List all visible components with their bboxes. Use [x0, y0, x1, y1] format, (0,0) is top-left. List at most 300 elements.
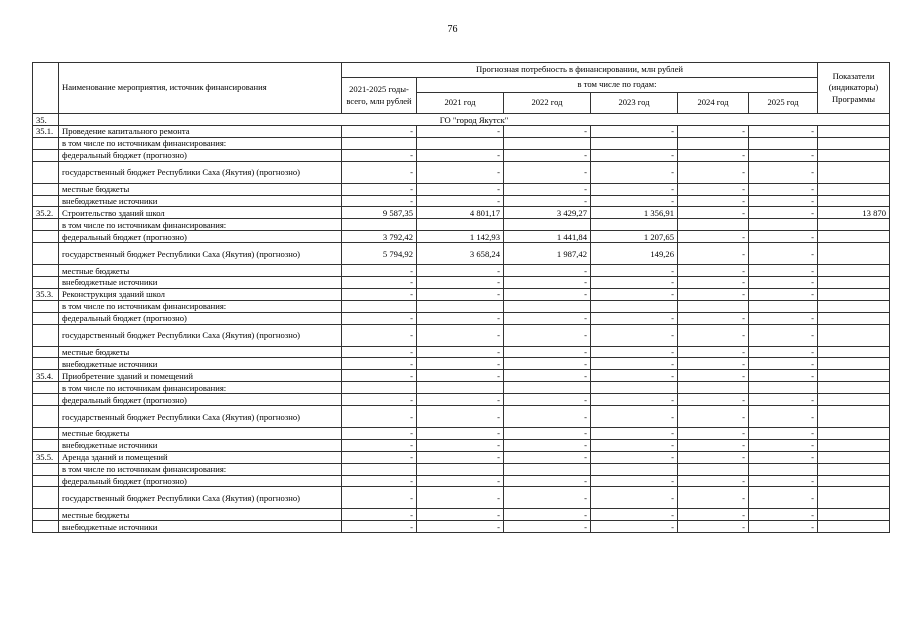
empty-cell: [33, 521, 59, 533]
indicator-cell: [818, 126, 890, 138]
value-cell: -: [417, 521, 504, 533]
indicator-cell: [818, 509, 890, 521]
empty-cell: [749, 219, 818, 231]
value-cell: -: [504, 475, 591, 487]
source-row: [33, 346, 890, 358]
value-cell: -: [749, 439, 818, 451]
empty-cell: [33, 487, 59, 509]
total-header: 2021-2025 годы- всего, млн рублей: [342, 78, 417, 114]
value-cell: -: [749, 277, 818, 289]
item-name: Реконструкция зданий школ: [59, 288, 342, 300]
item-number: 35.2.: [33, 207, 59, 219]
value-cell: -: [417, 451, 504, 463]
source-row: [33, 161, 890, 183]
value-cell: -: [678, 265, 749, 277]
empty-cell: [33, 300, 59, 312]
empty-cell: [342, 463, 417, 475]
value-cell: -: [504, 487, 591, 509]
value-cell: 9 587,35: [342, 207, 417, 219]
indicator-cell: 13 870: [818, 207, 890, 219]
value-cell: -: [591, 521, 678, 533]
value-cell: -: [342, 451, 417, 463]
value-cell: -: [749, 370, 818, 382]
empty-cell: [33, 439, 59, 451]
value-cell: -: [504, 288, 591, 300]
source-row: [33, 521, 890, 533]
sources-label-row: [33, 219, 890, 231]
empty-cell: [417, 219, 504, 231]
item-number: 35.1.: [33, 126, 59, 138]
source-label: государственный бюджет Республики Саха (Якутия) (прогнозно): [59, 324, 342, 346]
indicator-cell: [818, 521, 890, 533]
value-cell: 4 801,17: [417, 207, 504, 219]
empty-cell: [33, 358, 59, 370]
item-row: [33, 370, 890, 382]
item-row: [33, 126, 890, 138]
value-cell: -: [678, 195, 749, 207]
source-label: внебюджетные источники: [59, 277, 342, 289]
value-cell: -: [591, 370, 678, 382]
empty-cell: [33, 195, 59, 207]
empty-cell: [417, 463, 504, 475]
value-cell: -: [342, 521, 417, 533]
indicator-cell: [818, 475, 890, 487]
empty-cell: [818, 300, 890, 312]
value-cell: -: [678, 312, 749, 324]
item-name: Проведение капитального ремонта: [59, 126, 342, 138]
value-cell: -: [342, 195, 417, 207]
empty-cell: [504, 382, 591, 394]
value-cell: -: [417, 439, 504, 451]
empty-cell: [749, 382, 818, 394]
value-cell: 1 207,65: [591, 231, 678, 243]
value-cell: -: [417, 509, 504, 521]
source-label: государственный бюджет Республики Саха (Якутия) (прогнозно): [59, 161, 342, 183]
indicator-cell: [818, 370, 890, 382]
empty-cell: [33, 137, 59, 149]
value-cell: -: [417, 312, 504, 324]
value-cell: -: [504, 394, 591, 406]
source-row: [33, 195, 890, 207]
value-cell: -: [678, 406, 749, 428]
value-cell: -: [504, 149, 591, 161]
value-cell: -: [749, 406, 818, 428]
value-cell: -: [417, 370, 504, 382]
value-cell: -: [749, 243, 818, 265]
empty-cell: [818, 463, 890, 475]
empty-cell: [678, 382, 749, 394]
source-label: внебюджетные источники: [59, 439, 342, 451]
empty-cell: [504, 219, 591, 231]
value-cell: -: [749, 183, 818, 195]
section-title: ГО "город Якутск": [59, 114, 890, 126]
value-cell: -: [342, 183, 417, 195]
source-label: федеральный бюджет (прогнозно): [59, 475, 342, 487]
empty-cell: [33, 346, 59, 358]
empty-cell: [818, 137, 890, 149]
year-header: 2023 год: [591, 93, 678, 114]
source-label: государственный бюджет Республики Саха (Якутия) (прогнозно): [59, 406, 342, 428]
value-cell: -: [591, 428, 678, 440]
value-cell: -: [342, 312, 417, 324]
value-cell: -: [342, 346, 417, 358]
value-cell: -: [749, 521, 818, 533]
source-label: местные бюджеты: [59, 183, 342, 195]
empty-cell: [591, 137, 678, 149]
source-label: федеральный бюджет (прогнозно): [59, 149, 342, 161]
indicator-cell: [818, 451, 890, 463]
sources-label: в том числе по источникам финансирования:: [59, 382, 342, 394]
source-label: местные бюджеты: [59, 428, 342, 440]
empty-cell: [504, 463, 591, 475]
value-cell: -: [749, 312, 818, 324]
value-cell: -: [591, 487, 678, 509]
value-cell: -: [591, 346, 678, 358]
value-cell: -: [504, 277, 591, 289]
forecast-header: Прогнозная потребность в финансировании, млн рублей: [342, 63, 818, 78]
source-row: [33, 149, 890, 161]
value-cell: -: [749, 487, 818, 509]
value-cell: -: [749, 358, 818, 370]
value-cell: -: [591, 312, 678, 324]
value-cell: -: [591, 406, 678, 428]
source-label: местные бюджеты: [59, 265, 342, 277]
indicator-cell: [818, 195, 890, 207]
empty-cell: [33, 277, 59, 289]
source-row: [33, 277, 890, 289]
empty-cell: [33, 428, 59, 440]
indicator-cell: [818, 346, 890, 358]
value-cell: -: [342, 509, 417, 521]
empty-cell: [749, 463, 818, 475]
value-cell: -: [417, 126, 504, 138]
value-cell: -: [417, 406, 504, 428]
value-cell: 1 441,84: [504, 231, 591, 243]
item-row: [33, 207, 890, 219]
value-cell: -: [342, 394, 417, 406]
value-cell: -: [417, 346, 504, 358]
empty-cell: [33, 475, 59, 487]
value-cell: -: [591, 394, 678, 406]
empty-cell: [504, 137, 591, 149]
source-label: внебюджетные источники: [59, 195, 342, 207]
sources-label: в том числе по источникам финансирования:: [59, 463, 342, 475]
value-cell: -: [591, 324, 678, 346]
value-cell: 1 142,93: [417, 231, 504, 243]
value-cell: -: [678, 288, 749, 300]
empty-cell: [591, 382, 678, 394]
value-cell: -: [342, 149, 417, 161]
value-cell: -: [591, 439, 678, 451]
source-label: федеральный бюджет (прогнозно): [59, 231, 342, 243]
value-cell: 149,26: [591, 243, 678, 265]
source-row: [33, 439, 890, 451]
value-cell: -: [591, 265, 678, 277]
value-cell: -: [342, 487, 417, 509]
year-header: 2022 год: [504, 93, 591, 114]
indicator-cell: [818, 406, 890, 428]
value-cell: -: [504, 346, 591, 358]
value-cell: -: [417, 487, 504, 509]
empty-cell: [33, 382, 59, 394]
indicator-cell: [818, 324, 890, 346]
source-row: [33, 394, 890, 406]
empty-cell: [33, 394, 59, 406]
value-cell: -: [591, 475, 678, 487]
value-cell: -: [504, 428, 591, 440]
value-cell: -: [504, 439, 591, 451]
value-cell: -: [417, 475, 504, 487]
source-label: федеральный бюджет (прогнозно): [59, 394, 342, 406]
value-cell: -: [342, 324, 417, 346]
value-cell: -: [342, 288, 417, 300]
value-cell: -: [504, 451, 591, 463]
financing-table: [32, 62, 890, 533]
value-cell: -: [678, 451, 749, 463]
value-cell: -: [417, 428, 504, 440]
item-row: [33, 288, 890, 300]
value-cell: 1 356,91: [591, 207, 678, 219]
value-cell: -: [504, 370, 591, 382]
year-header: 2021 год: [417, 93, 504, 114]
empty-cell: [749, 137, 818, 149]
empty-cell: [678, 219, 749, 231]
source-label: внебюджетные источники: [59, 521, 342, 533]
sources-label-row: [33, 300, 890, 312]
empty-cell: [33, 509, 59, 521]
source-row: [33, 358, 890, 370]
value-cell: -: [591, 451, 678, 463]
value-cell: -: [749, 475, 818, 487]
source-row: [33, 312, 890, 324]
value-cell: -: [678, 521, 749, 533]
value-cell: -: [342, 370, 417, 382]
empty-cell: [342, 300, 417, 312]
value-cell: -: [749, 324, 818, 346]
value-cell: -: [678, 231, 749, 243]
value-cell: -: [342, 126, 417, 138]
value-cell: -: [342, 161, 417, 183]
value-cell: -: [342, 277, 417, 289]
value-cell: -: [678, 358, 749, 370]
empty-cell: [678, 300, 749, 312]
source-label: местные бюджеты: [59, 509, 342, 521]
value-cell: -: [591, 183, 678, 195]
item-name: Аренда зданий и помещений: [59, 451, 342, 463]
value-cell: -: [678, 277, 749, 289]
empty-cell: [33, 231, 59, 243]
indicator-cell: [818, 312, 890, 324]
section-number: 35.: [33, 114, 59, 126]
value-cell: -: [749, 195, 818, 207]
value-cell: 3 792,42: [342, 231, 417, 243]
value-cell: -: [678, 509, 749, 521]
value-cell: -: [342, 406, 417, 428]
value-cell: -: [591, 149, 678, 161]
value-cell: -: [417, 149, 504, 161]
source-row: [33, 324, 890, 346]
sources-label: в том числе по источникам финансирования:: [59, 300, 342, 312]
empty-cell: [504, 300, 591, 312]
sources-label-row: [33, 137, 890, 149]
value-cell: -: [342, 428, 417, 440]
value-cell: -: [504, 183, 591, 195]
empty-cell: [33, 265, 59, 277]
value-cell: -: [591, 288, 678, 300]
value-cell: -: [591, 126, 678, 138]
source-label: государственный бюджет Республики Саха (Якутия) (прогнозно): [59, 243, 342, 265]
value-cell: -: [678, 161, 749, 183]
empty-cell: [342, 382, 417, 394]
value-cell: -: [678, 370, 749, 382]
value-cell: -: [678, 428, 749, 440]
value-cell: -: [417, 277, 504, 289]
indicator-cell: [818, 161, 890, 183]
source-label: местные бюджеты: [59, 346, 342, 358]
page-number: 76: [447, 24, 458, 35]
indicator-cell: [818, 428, 890, 440]
value-cell: -: [678, 439, 749, 451]
value-cell: -: [504, 126, 591, 138]
value-cell: -: [749, 346, 818, 358]
by-years-header: в том числе по годам:: [417, 78, 818, 93]
value-cell: -: [591, 509, 678, 521]
value-cell: -: [749, 126, 818, 138]
empty-cell: [749, 300, 818, 312]
section-row: [33, 114, 890, 126]
indicator-cell: [818, 358, 890, 370]
value-cell: -: [749, 509, 818, 521]
empty-cell: [342, 219, 417, 231]
value-cell: -: [504, 312, 591, 324]
num-header: [33, 63, 59, 114]
value-cell: -: [504, 265, 591, 277]
value-cell: -: [591, 277, 678, 289]
source-row: [33, 487, 890, 509]
indicator-cell: [818, 277, 890, 289]
indicator-cell: [818, 231, 890, 243]
empty-cell: [33, 149, 59, 161]
value-cell: 1 987,42: [504, 243, 591, 265]
indicator-cell: [818, 439, 890, 451]
item-number: 35.3.: [33, 288, 59, 300]
sources-label-row: [33, 463, 890, 475]
indicator-cell: [818, 149, 890, 161]
empty-cell: [342, 137, 417, 149]
value-cell: -: [678, 394, 749, 406]
indicator-cell: [818, 394, 890, 406]
indicator-cell: [818, 183, 890, 195]
sources-label: в том числе по источникам финансирования:: [59, 219, 342, 231]
value-cell: -: [749, 161, 818, 183]
value-cell: -: [591, 161, 678, 183]
empty-cell: [33, 219, 59, 231]
empty-cell: [591, 463, 678, 475]
value-cell: -: [342, 439, 417, 451]
source-row: [33, 265, 890, 277]
value-cell: -: [342, 475, 417, 487]
value-cell: -: [342, 358, 417, 370]
empty-cell: [678, 137, 749, 149]
empty-cell: [33, 324, 59, 346]
indicators-header: Показатели (индикаторы) Программы: [818, 63, 890, 114]
value-cell: -: [504, 324, 591, 346]
value-cell: -: [678, 183, 749, 195]
indicator-cell: [818, 265, 890, 277]
year-header: 2025 год: [749, 93, 818, 114]
source-row: [33, 475, 890, 487]
sources-label: в том числе по источникам финансирования:: [59, 137, 342, 149]
value-cell: -: [504, 521, 591, 533]
empty-cell: [33, 406, 59, 428]
empty-cell: [818, 382, 890, 394]
empty-cell: [417, 382, 504, 394]
value-cell: -: [749, 394, 818, 406]
value-cell: -: [678, 207, 749, 219]
empty-cell: [33, 312, 59, 324]
value-cell: -: [749, 288, 818, 300]
source-row: [33, 243, 890, 265]
source-row: [33, 428, 890, 440]
empty-cell: [417, 137, 504, 149]
item-name: Строительство зданий школ: [59, 207, 342, 219]
empty-cell: [417, 300, 504, 312]
item-number: 35.4.: [33, 370, 59, 382]
value-cell: -: [504, 509, 591, 521]
value-cell: -: [678, 475, 749, 487]
value-cell: -: [678, 324, 749, 346]
value-cell: -: [749, 207, 818, 219]
indicator-cell: [818, 288, 890, 300]
item-name: Приобретение зданий и помещений: [59, 370, 342, 382]
value-cell: -: [749, 149, 818, 161]
value-cell: -: [504, 358, 591, 370]
source-row: [33, 183, 890, 195]
value-cell: -: [591, 195, 678, 207]
empty-cell: [33, 243, 59, 265]
name-column-header: Наименование мероприятия, источник финансирования: [59, 63, 342, 114]
value-cell: -: [417, 358, 504, 370]
value-cell: -: [591, 358, 678, 370]
value-cell: -: [678, 126, 749, 138]
empty-cell: [33, 463, 59, 475]
value-cell: -: [417, 183, 504, 195]
value-cell: -: [417, 394, 504, 406]
item-number: 35.5.: [33, 451, 59, 463]
empty-cell: [591, 219, 678, 231]
indicator-cell: [818, 487, 890, 509]
empty-cell: [33, 183, 59, 195]
source-row: [33, 509, 890, 521]
value-cell: -: [342, 265, 417, 277]
value-cell: -: [749, 451, 818, 463]
value-cell: -: [417, 195, 504, 207]
value-cell: -: [504, 406, 591, 428]
value-cell: -: [678, 487, 749, 509]
value-cell: -: [417, 265, 504, 277]
source-row: [33, 231, 890, 243]
empty-cell: [678, 463, 749, 475]
source-row: [33, 406, 890, 428]
value-cell: -: [678, 149, 749, 161]
empty-cell: [818, 219, 890, 231]
value-cell: -: [678, 243, 749, 265]
value-cell: -: [749, 265, 818, 277]
value-cell: -: [417, 324, 504, 346]
source-label: государственный бюджет Республики Саха (Якутия) (прогнозно): [59, 487, 342, 509]
value-cell: -: [749, 428, 818, 440]
value-cell: -: [749, 231, 818, 243]
